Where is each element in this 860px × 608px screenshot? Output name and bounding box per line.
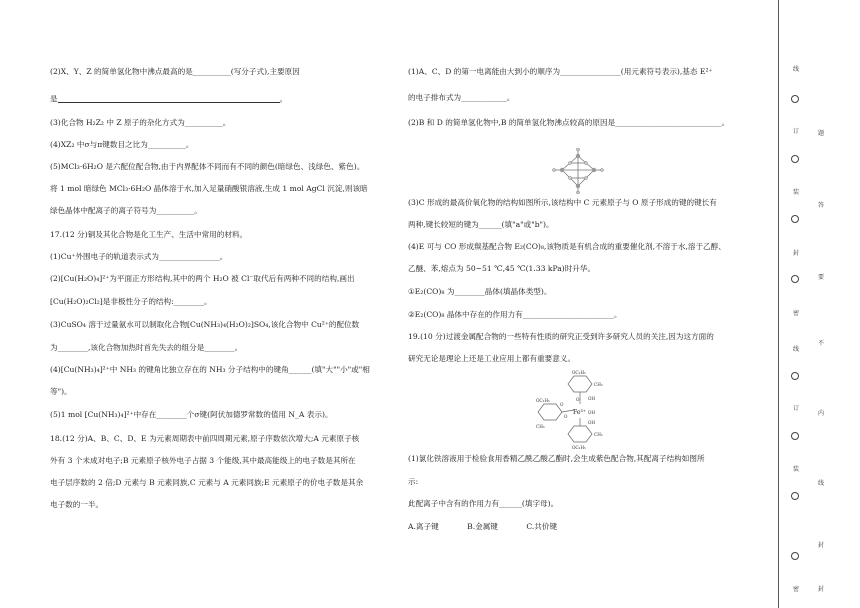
fig-ch3-label-2: CH₃: [536, 424, 545, 429]
q17-4-text-2: 等")。: [50, 387, 72, 396]
q17-1-text: (1)Cu⁺外围电子的轨道表示式为________________。: [50, 252, 228, 261]
answer-blank[interactable]: [58, 94, 280, 103]
fig-o-label-1: O: [560, 402, 564, 407]
fig-oh-label-1: OH: [588, 396, 596, 401]
margin-mark: 封: [793, 250, 800, 257]
margin-mark: 装: [793, 466, 800, 473]
margin-mark: 题: [818, 130, 825, 137]
q18-3-text-2: 两种,键长较短的键为______(填"a"或"b")。: [408, 220, 554, 229]
q16-5-text: (5)MCl₃·6H₂O 是六配位配合物,由于内界配体不同而有不同的颜色(暗绿色、浅绿色、紫色)。: [50, 162, 365, 171]
q18-4-2-text: ②E₂(CO)₈ 晶体中存在的作用力有________________________。: [408, 310, 622, 319]
margin-mark: 密: [793, 310, 800, 317]
margin-mark: 订: [793, 128, 800, 135]
fig-oc2h5-label-1: OC₂H₅: [572, 370, 586, 375]
fig-oc2h5-label-3: OC₂H₅: [572, 445, 586, 450]
margin-mark: 线: [793, 66, 800, 73]
fig-ch3-label-1: CH₃: [594, 382, 603, 387]
q18-4-1-text: ①E₂(CO)₈ 为________晶体(填晶体类型)。: [408, 287, 552, 296]
q16-3-text: (3)化合物 H₂Z₂ 中 Z 原子的杂化方式为__________。: [50, 118, 231, 127]
binding-hole: [791, 95, 799, 103]
margin-mark: 装: [793, 189, 800, 196]
q18-text-4: 电子数的一半。: [50, 500, 104, 509]
margin-mark: 内: [818, 410, 825, 417]
q18-1-text-2: 的电子排布式为____________。: [408, 93, 515, 102]
q16-2-text: (2)X、Y、Z 的简单氢化物中沸点最高的是__________(写分子式),主要原因: [50, 67, 300, 76]
fe-complex-figure: [536, 370, 631, 450]
q19-1-text: (1)氯化铁溶液用于检验食用香精乙酰乙酸乙酯时,会生成紫色配合物,其配离子结构如图所: [408, 454, 705, 463]
margin-mark: 封: [818, 586, 825, 593]
q16-2-reason-suffix: 。: [279, 94, 288, 104]
fig-oh-label-2: OH: [588, 410, 596, 415]
q19-1-text-3: 此配离子中含有的作用力有______(填字母)。: [408, 499, 559, 508]
fe-center-label: Fe³⁺: [573, 409, 586, 416]
binding-hole: [791, 492, 799, 500]
option-c[interactable]: C.共价键: [526, 522, 558, 531]
binding-hole: [791, 155, 799, 163]
q18-2-text: (2)B 和 D 的简单氢化物中,B 的简单氢化物沸点较高的原因是____________________________。: [408, 118, 730, 127]
q19-title: 19.(10 分)过渡金属配合物的一些特有性质的研究正受到许多研究人员的关注,因为这方面的: [408, 332, 714, 341]
q18-1-text: (1)A、C、D 的第一电离能由大到小的顺序为________________(用元素符号表示),基态 E²⁺: [408, 67, 713, 76]
margin-mark: 要: [818, 274, 825, 281]
binding-hole: [791, 552, 799, 560]
binding-hole: [791, 275, 799, 283]
fig-oc2h5-label-2: OC₂H₅: [536, 398, 550, 403]
q16-2-reason: [50, 94, 287, 103]
q16-2-reason-prefix: 是: [50, 94, 58, 104]
fig-o-label-2: O: [576, 397, 580, 402]
q18-text-3: 电子层序数的 2 倍;D 元素与 B 元素同族,C 元素与 A 元素同族;E 元素原子的价电子数是其余: [50, 478, 364, 487]
q16-5-text-3: 绿色晶体中配离子的离子符号为__________。: [50, 206, 202, 215]
q18-4-text-2: 乙醚、苯,熔点为 50~51 ℃,45 ℃(1.33 kPa)时升华。: [408, 264, 596, 273]
q18-3-text: (3)C 形成的最高价氧化物的结构如图所示,该结构中 C 元素原子与 O 原子形成的键的键长有: [408, 198, 717, 207]
fig-oh-label-3: OH: [588, 420, 596, 425]
q17-3-text-2: 为________,该化合物加热时首先失去的组分是________。: [50, 343, 243, 352]
q18-title: 18.(12 分)A、B、C、D、E 为元素周期表中前四周期元素,原子序数依次增大;A 元素原子核: [50, 434, 360, 443]
binding-hole: [791, 215, 799, 223]
q17-2-text: (2)[Cu(H₂O)₄]²⁺为平面正方形结构,其中的两个 H₂O 被 Cl⁻取代后有两种不同的结构,画出: [50, 274, 355, 283]
q16-5-text-2: 将 1 mol 暗绿色 MCl₃·6H₂O 晶体溶于水,加入足量硝酸银溶液,生成 1 mol AgCl 沉淀,则该暗: [50, 184, 368, 193]
q17-2-text-2: [Cu(H₂O)₂Cl₂]是非极性分子的结构:________。: [50, 297, 212, 306]
margin-mark: 答: [818, 202, 825, 209]
margin-mark: 订: [793, 405, 800, 412]
q17-3-text: (3)CuSO₄ 溶于过量氨水可以制取化合物[Cu(NH₃)₄(H₂O)₂]SO₄,该化合物中 Cu²⁺的配位数: [50, 320, 360, 329]
fig-ch3-label-3: CH₃: [594, 432, 603, 437]
binding-hole: [791, 372, 799, 380]
q19-1-text-2: 示:: [408, 477, 419, 486]
margin-mark: 线: [793, 346, 800, 353]
margin-mark: 密: [793, 586, 800, 593]
margin-mark: 线: [818, 480, 825, 487]
margin-mark: 不: [818, 340, 825, 347]
binding-hole: [791, 432, 799, 440]
margin-mark: 封: [818, 542, 825, 549]
q19-options: [408, 523, 583, 531]
q16-4-text: (4)XZ₂ 中σ与π键数目之比为__________。: [50, 140, 194, 149]
binding-margin-line: [778, 0, 779, 608]
fig-o-label-3: O: [564, 414, 568, 419]
q17-5-text: (5)1 mol [Cu(NH₃)₄]²⁺中存在________个σ键(阿伏加德罗常数的值用 N_A 表示)。: [50, 410, 333, 419]
option-a[interactable]: A.离子键: [408, 522, 439, 531]
q17-4-text: (4)[Cu(NH₃)₄]²⁺中 NH₃ 的键角比独立存在的 NH₃ 分子结构中的键角______(填"大""小"或"相: [50, 365, 370, 374]
q18-text-2: 外有 3 个未成对电子;B 元素原子核外电子占据 3 个能级,其中最高能级上的电子数是其所在: [50, 456, 356, 465]
oxide-structure-figure: [548, 148, 608, 194]
q18-4-text: (4)E 可与 CO 形成羰基配合物 E₂(CO)₈,该物质是有机合成的重要催化剂,不溶于水,溶于乙醇、: [408, 242, 726, 251]
q19-text-2: 研究无论是理论上还是工业应用上都有重要意义。: [408, 354, 576, 363]
q17-title: 17.(12 分)铜及其化合物是化工生产、生活中常用的材料。: [50, 230, 248, 239]
option-b[interactable]: B.金属键: [467, 522, 498, 531]
